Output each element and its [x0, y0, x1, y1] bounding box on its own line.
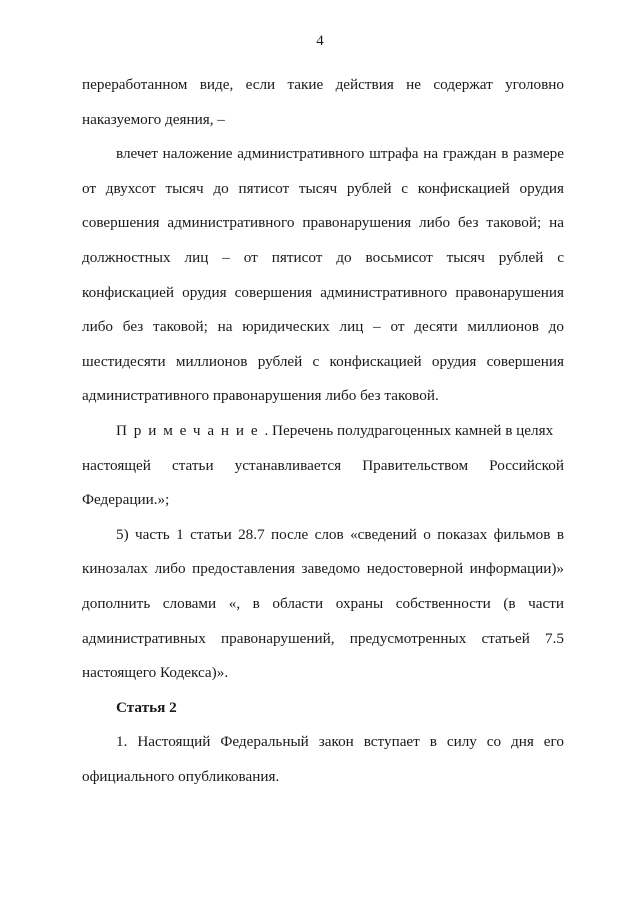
article-heading: Статья 2	[116, 698, 177, 716]
text-line: от двухсот тысяч до пятисот тысяч рублей с конфискацией орудия	[82, 179, 564, 197]
text-line: должностных лиц – от пятисот до восьмисот тысяч рублей с	[82, 248, 564, 266]
text-line: совершения административного правонарушения либо без таковой; на	[82, 214, 564, 232]
text-line: конфискацией орудия совершения административного правонарушения	[82, 283, 564, 301]
text-line: наказуемого деяния, –	[82, 110, 225, 128]
page-number: 4	[316, 33, 324, 49]
note-line	[82, 414, 564, 449]
text-line: кинозалах либо предоставления заведомо недостоверной информации)»	[82, 560, 564, 578]
text-line: настоящего Кодекса)».	[82, 664, 229, 682]
text-line: административных правонарушений, предусмотренных статьей 7.5	[82, 629, 564, 647]
document-body	[82, 68, 564, 794]
text-line: официального опубликования.	[82, 767, 280, 785]
text-line: 5) часть 1 статьи 28.7 после слов «сведений о показах фильмов в	[116, 525, 564, 543]
text-line: Федерации.»;	[82, 491, 170, 509]
text-line: настоящей статьи устанавливается Правительством Российской	[82, 456, 564, 474]
text-line: влечет наложение административного штрафа на граждан в размере	[116, 145, 564, 163]
text-line: дополнить словами «, в области охраны собственности (в части	[82, 594, 564, 612]
note-label: Примечание	[116, 421, 265, 439]
text-line: переработанном виде, если такие действия не содержат уголовно	[82, 76, 564, 93]
text-line: 1. Настоящий Федеральный закон вступает в силу со дня его	[116, 733, 564, 751]
text-line: административного правонарушения либо без таковой.	[82, 387, 439, 405]
note-text: . Перечень полудрагоценных камней в целях	[264, 421, 554, 439]
text-line: шестидесяти миллионов рублей с конфискацией орудия совершения	[82, 352, 564, 370]
text-line: либо без таковой; на юридических лиц – от десяти миллионов до	[82, 318, 564, 336]
